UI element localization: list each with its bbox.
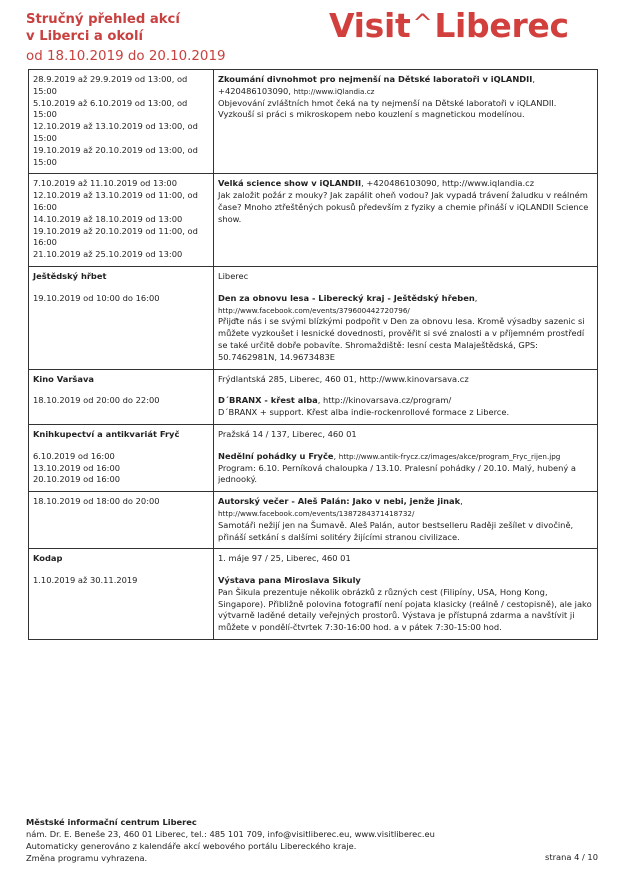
event-dates: 19.10.2019 od 10:00 do 16:00 (33, 292, 160, 303)
event-info-cell (214, 174, 598, 267)
event-row (29, 424, 598, 491)
venue-address: Pražská 14 / 137, Liberec, 460 01 (218, 428, 357, 439)
event-title: D´BRANX - křest alba (218, 395, 318, 406)
page-number: strana 4 / 10 (545, 852, 598, 862)
event-dates-cell (29, 424, 214, 491)
event-dates: 7.10.2019 až 11.10.2019 od 13:00 12.10.2019 až 13.10.2019 od 11:00, od 16:00 14.10.2019 až 18.10.2019 od 13:00 19.10.2019 až 20.10.2019 od 11:00, od 16:00 21.10.2019 až 25.10.2019 od 13:00 (33, 178, 198, 260)
venue-address: 1. máje 97 / 25, Liberec, 460 01 (218, 553, 351, 564)
document-title (26, 11, 180, 45)
event-dates: 18.10.2019 od 18:00 do 20:00 (33, 496, 160, 507)
logo-caret-icon: ^ (412, 9, 433, 37)
event-description: Jak založit požár z mouky? Jak zapálit oheň vodou? Jak vypadá trávení žaludku v reálném čase? Mnoho ztřeštěných pokusů především z fyziky a chemie přináší v iQLANDII Science show. (218, 190, 589, 224)
venue-name: Knihkupectví a antikvariát Fryč (33, 428, 180, 439)
venue-address: Liberec (218, 270, 249, 281)
footer-note-changes: Změna programu vyhrazena. (26, 853, 148, 863)
venue-address[interactable]: Frýdlantská 285, Liberec, 460 01, http://www.kinovarsava.cz (218, 373, 469, 384)
event-title: Velká science show v iQLANDII (218, 178, 362, 189)
event-dates-cell (29, 70, 214, 174)
event-dates-cell (29, 266, 214, 369)
event-description: Objevování zvláštních hmot čeká na ty nejmenší na Dětské laboratoři v iQLANDII. Vyzkouší si práci s mikroskopem nebo kouzlení s magnetickou modelínou. (218, 97, 557, 120)
event-dates: 1.10.2019 až 30.11.2019 (33, 575, 138, 586)
event-link[interactable]: http://www.iQlandia.cz (293, 86, 375, 96)
event-title: Zkoumání divnohmot pro nejmenší na Dětské laboratoři v iQLANDII (218, 74, 533, 84)
event-description: D´BRANX + support. Křest alba indie-rockenrollové formace z Liberce. (218, 407, 510, 418)
event-dates: 28.9.2019 až 29.9.2019 od 13:00, od 15:00 5.10.2019 až 6.10.2019 od 13:00, od 15:00 12.10.2019 až 13.10.2019 od 13:00, od 15:00 19.10.2019 až 20.10.2019 od 13:00, od 15:00 (33, 74, 198, 167)
venue-name: Kodap (33, 553, 63, 564)
event-description: Pan Šikula prezentuje několik obrázků z různých cest (Filipíny, USA, Hong Kong, Singapore). Přibližně polovina fotografií není pojata klasicky (reálně / cestopisně), ale jako výtvarně laděné detaily veřejných prostorů. Výstava je přístupná zdarma a navštívit ji můžete v pondělí-čtvrtek 7:30-16:00 hod. a v pátek 7:30-15:00 hod. (218, 586, 592, 633)
event-dates: 18.10.2019 od 20:00 do 22:00 (33, 395, 160, 406)
event-row (29, 70, 598, 174)
venue-name: Kino Varšava (33, 373, 94, 384)
event-dates-cell (29, 174, 214, 267)
event-info-cell (214, 424, 598, 491)
event-link[interactable]: http://www.facebook.com/events/1387284371418732/ (218, 508, 415, 518)
title-line-2: v Liberci a okolí (26, 29, 143, 44)
footer-address: nám. Dr. E. Beneše 23, 460 01 Liberec, tel.: 485 101 709, info@visitliberec.eu, www.visitliberec.eu (26, 829, 435, 839)
visit-liberec-logo (329, 6, 569, 49)
event-contact[interactable]: , http://kinovarsava.cz/program/ (317, 395, 452, 406)
event-row (29, 174, 598, 267)
logo-liberec: Liberec (434, 6, 569, 45)
event-description: Přijďte nás i se svými blízkými podpořit v Den za obnovu lesa. Kromě výsadby sazenic si můžete vyzkoušet i lesnické dovednosti, prověřit si své znalosti a v příjemném prostředí se také určitě dobře pobavíte. Shromaždiště: lesní cesta Malaještědská, GPS: 50.7462981N, 14.9673483E (218, 316, 585, 362)
event-contact: , (333, 450, 339, 461)
event-row (29, 492, 598, 549)
event-description: Samotáři nežijí jen na Šumavě. Aleš Palán, autor bestselleru Raději zešílet v divočině, přináší setkání s dalšími solitéry žijícími stranou civilizace. (218, 519, 574, 542)
venue-name: Ještědský hřbet (33, 270, 107, 281)
footer-note-generated: Automaticky generováno z kalendáře akcí webového portálu Libereckého kraje. (26, 841, 357, 851)
event-title: Nedělní pohádky u Fryče (218, 450, 334, 461)
event-row (29, 549, 598, 640)
date-range: od 18.10.2019 do 20.10.2019 (26, 49, 226, 64)
event-link[interactable]: http://www.facebook.com/events/379600442720796/ (218, 305, 410, 315)
footer (26, 816, 586, 864)
event-dates: 6.10.2019 od 16:00 13.10.2019 od 16:00 20.10.2019 od 16:00 (33, 450, 121, 485)
event-info-cell (214, 492, 598, 549)
event-info-cell (214, 70, 598, 174)
event-title: Autorský večer - Aleš Palán: Jako v nebi, jenže jinak (218, 496, 461, 507)
event-dates-cell (29, 549, 214, 640)
logo-visit: Visit (329, 6, 411, 45)
event-row (29, 369, 598, 424)
event-description: Program: 6.10. Perníková chaloupka / 13.10. Pralesní pohádky / 20.10. Malý, hubený a jednooký. (218, 462, 576, 485)
event-link[interactable]: http://www.antik-frycz.cz/images/akce/program_Fryc_rijen.jpg (338, 451, 561, 461)
event-dates-cell (29, 492, 214, 549)
events-table (28, 69, 598, 640)
event-contact: , (474, 292, 478, 303)
event-row (29, 266, 598, 369)
event-info-cell (214, 266, 598, 369)
event-contact[interactable]: , +420486103090, http://www.iqlandia.cz (361, 178, 535, 189)
title-line-1: Stručný přehled akcí (26, 12, 180, 27)
event-title: Den za obnovu lesa - Liberecký kraj - Ještědský hřeben (218, 292, 475, 303)
event-info-cell (214, 369, 598, 424)
event-title: Výstava pana Miroslava Sikuly (218, 575, 361, 586)
event-info-cell (214, 549, 598, 640)
footer-org: Městské informační centrum Liberec (26, 817, 197, 827)
event-dates-cell (29, 369, 214, 424)
event-contact: , (460, 496, 463, 507)
event-contact: , +420486103090, (218, 74, 535, 96)
